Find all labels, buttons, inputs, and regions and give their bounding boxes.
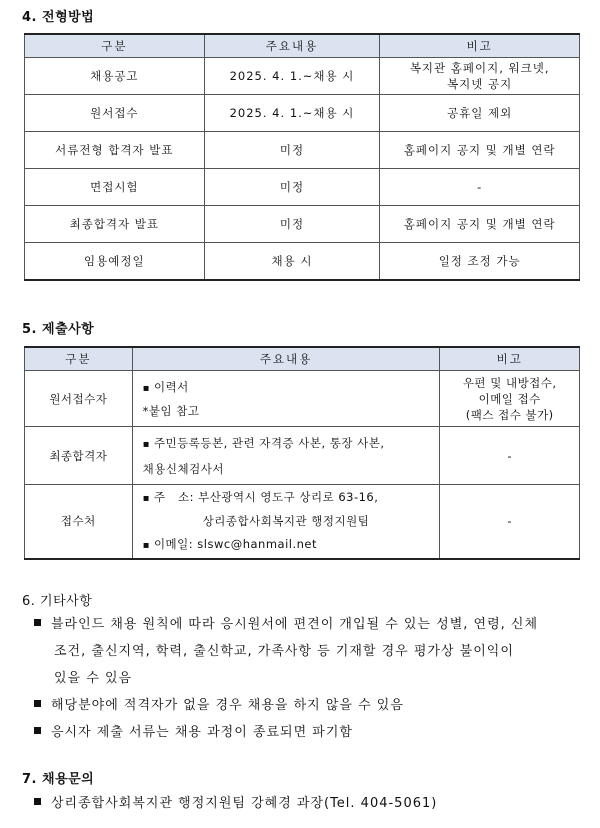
category-cell: 면접시험 [25,169,205,206]
category-cell: 임용예정일 [25,243,205,281]
square-bullet-icon [34,727,41,734]
category-cell: 최종합격자 발표 [25,206,205,243]
section-6-title: 6. 기타사항 [22,594,93,609]
column-header: 주요내용 [204,34,380,58]
note-cell: - [440,427,580,485]
content-cell: 미정 [204,206,380,243]
content-cell: 2025. 4. 1.~채용 시 [204,95,380,132]
content-line: 이메일: slswc@hanmail.net [153,536,318,551]
content-cell: 2025. 4. 1.~채용 시 [204,58,380,95]
column-header: 주요내용 [132,347,440,371]
content-line: 상리종합사회복지관 행정지원팀 [202,513,370,528]
section-7-title: 7. 채용문의 [22,772,95,787]
section-5-title: 5. 제출사항 [22,322,95,337]
note-cell: 홈페이지 공지 및 개별 연락 [380,132,580,169]
table-row [25,206,580,243]
list-item [34,611,594,638]
bullet-dot-icon: ▪ [142,539,150,551]
content-cell [132,371,440,427]
note-cell: - [440,485,580,559]
content-cell [132,427,440,485]
submission-table [24,346,580,560]
note-cell: 홈페이지 공지 및 개별 연락 [380,206,580,243]
table-header-row [25,347,580,371]
category-cell: 원서접수자 [25,371,133,427]
note-line: 이메일 접수 [478,391,541,406]
note-line: (팩스 접수 불가) [465,407,554,422]
selection-process-table [24,33,580,281]
list-item-text: 해당분야에 적격자가 없을 경우 채용을 하지 않을 수 있음 [51,698,404,713]
note-cell: 일정 조정 가능 [380,243,580,281]
section-4-title: 4. 전형방법 [22,10,95,25]
square-bullet-icon [34,700,41,707]
note-cell: - [380,169,580,206]
table-row [25,371,580,427]
table-row [25,58,580,95]
table-row [25,95,580,132]
bullet-dot-icon: ▪ [142,438,150,450]
column-header: 비고 [380,34,580,58]
list-item [34,719,594,746]
note-cell [380,58,580,95]
note-cell: 공휴일 제외 [380,95,580,132]
table-row [25,169,580,206]
table-row [25,243,580,281]
content-line: 채용신체검사서 [142,461,224,476]
column-header: 구분 [25,347,133,371]
table-row [25,427,580,485]
square-bullet-icon [34,619,41,626]
category-cell: 원서접수 [25,95,205,132]
note-line: 복지넷 공지 [447,77,513,91]
other-notes-list [34,611,594,746]
list-item-text: 상리종합사회복지관 행정지원팀 강혜경 과장(Tel. 404-5061) [51,796,438,811]
inquiry-list [34,790,594,817]
list-item [34,790,594,817]
table-row [25,485,580,559]
note-cell [440,371,580,427]
table-row [25,132,580,169]
content-cell [132,485,440,559]
list-item-continuation: 조건, 출신지역, 학력, 출신학교, 가족사항 등 기재할 경우 평가상 불이익이 [54,644,514,659]
list-item-text: 응시자 제출 서류는 채용 과정이 종료되면 파기함 [51,725,353,740]
content-cell: 미정 [204,132,380,169]
list-item-continuation: 있을 수 있음 [54,671,133,686]
content-cell: 채용 시 [204,243,380,281]
content-cell: 미정 [204,169,380,206]
table-header-row [25,34,580,58]
category-cell: 최종합격자 [25,427,133,485]
note-line: 우편 및 내방접수, [462,375,557,390]
square-bullet-icon [34,798,41,805]
category-cell: 서류전형 합격자 발표 [25,132,205,169]
bullet-dot-icon: ▪ [142,382,150,394]
content-line: 주민등록등본, 관련 자격증 사본, 통장 사본, [153,435,385,450]
bullet-dot-icon: ▪ [142,492,150,504]
content-line: *붙임 참고 [142,403,200,418]
category-cell: 접수처 [25,485,133,559]
content-line: 이력서 [153,379,189,394]
category-cell: 채용공고 [25,58,205,95]
list-item [34,692,594,719]
note-line: 복지관 홈페이지, 워크넷, [409,61,550,75]
column-header: 비고 [440,347,580,371]
content-line: 주 소: 부산광역시 영도구 상리로 63-16, [153,489,379,504]
column-header: 구분 [25,34,205,58]
list-item-text: 블라인드 채용 원칙에 따라 응시원서에 편견이 개입될 수 있는 성별, 연령, 신체 [51,617,539,632]
